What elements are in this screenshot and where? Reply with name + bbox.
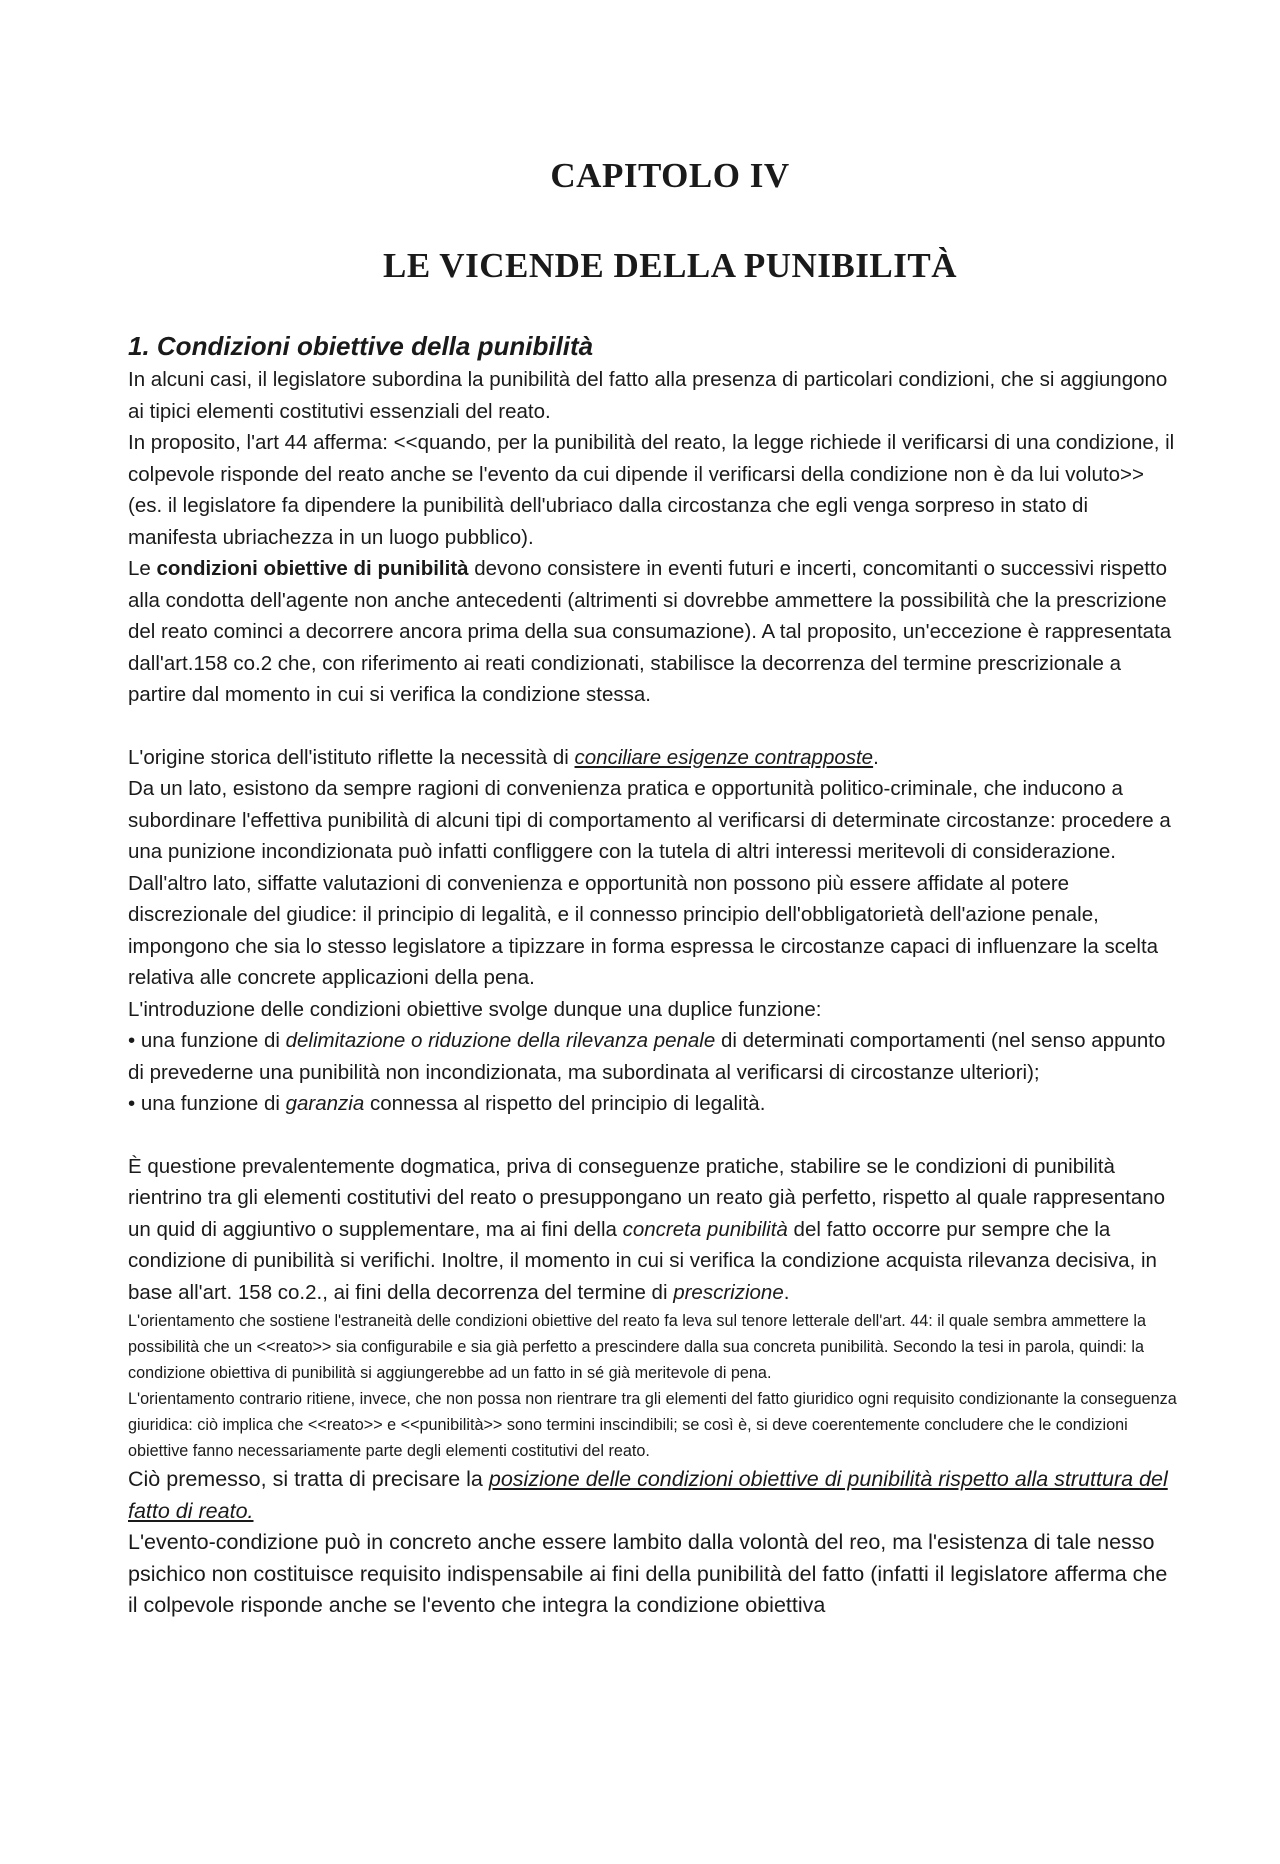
bullet-1-emphasis: delimitazione o riduzione della rilevanza penale bbox=[285, 1029, 716, 1052]
paragraph-8-pre: È questione prevalentemente dogmatica, priva di conseguenze pratiche, stabilire se le condizioni di punibilità rientrino tra gli elementi costitutivi del reato o presuppongano un reato già perfetto, rispetto al quale rappresentano un quid di aggiuntivo o supplementare, ma ai fini della bbox=[128, 1154, 1166, 1241]
bullet-2-pre: • una funzione di bbox=[128, 1092, 286, 1115]
paragraph-2: In proposito, l'art 44 afferma: <<quando, per la punibilità del reato, la legge richiede il verificarsi di una condizione, il colpevole risponde del reato anche se l'evento da cui dipende il verificarsi della condizione non è da lui voluto>> (es. il legislatore fa dipendere la punibilità dell'ubriaco dalla circostanza che egli venga sorpreso in stato di manifesta ubriachezza in un luogo pubblico). bbox=[128, 431, 1175, 549]
paragraph-3 bbox=[128, 553, 1178, 711]
note-paragraph-1: L'orientamento che sostiene l'estraneità delle condizioni obiettive del reato fa leva sul tenore letterale dell'art. 44: il quale sembra ammettere la possibilità che un <<reato>> sia configurabile e sia già perfetto a prescindere dalla sua concreta punibilità. Secondo la tesi in parola, quindi: la condizione obiettiva di punibilità si aggiungerebbe ad un fatto in sé già meritevole di pena. bbox=[128, 1312, 1146, 1382]
bullet-2-emphasis: garanzia bbox=[285, 1092, 365, 1115]
paragraph-4-pre: L'origine storica dell'istituto riflette la necessità di bbox=[128, 745, 575, 769]
paragraph-1: In alcuni casi, il legislatore subordina la punibilità del fatto alla presenza di particolari condizioni, che si aggiungono ai tipici elementi costitutivi essenziali del reato. bbox=[128, 368, 1168, 423]
chapter-label: CAPITOLO IV bbox=[550, 156, 790, 195]
document-body bbox=[128, 328, 1178, 1622]
paragraph-5: Da un lato, esistono da sempre ragioni di convenienza pratica e opportunità politico-criminale, che inducono a subordinare l'effettiva punibilità di alcuni tipi di comportamento al verificarsi di determinate circostanze: procedere a una punizione incondizionata può infatti confliggere con la tutela di altri interessi meritevoli di considerazione. bbox=[128, 777, 1171, 863]
section-heading: 1. Condizioni obiettive della punibilità bbox=[128, 331, 594, 361]
paragraph-3-pre: Le bbox=[128, 557, 157, 580]
paragraph-9 bbox=[128, 1464, 1178, 1527]
paragraph-gap bbox=[128, 1120, 1178, 1151]
prescrizione-emphasis: prescrizione bbox=[673, 1280, 784, 1304]
bullet-2-post: connessa al rispetto del principio di legalità. bbox=[364, 1092, 766, 1115]
chapter-title: LE VICENDE DELLA PUNIBILITÀ bbox=[383, 246, 957, 285]
paragraph-8-mid: del fatto occorre pur sempre che la condizione di punibilità si verifichi. Inoltre, il momento in cui si verifica la condizione acquista rilevanza decisiva, in base all'art. 158 co.2., ai fini della decorrenza del termine di bbox=[128, 1217, 1157, 1304]
paragraph-8 bbox=[128, 1151, 1178, 1309]
paragraph-8-post: . bbox=[783, 1280, 790, 1304]
paragraph-7: L'introduzione delle condizioni obiettive svolge dunque una duplice funzione: bbox=[128, 997, 822, 1021]
paragraph-9-pre: Ciò premesso, si tratta di precisare la bbox=[128, 1467, 489, 1491]
posizione-condizioni-emphasis: posizione delle condizioni obiettive di punibilità rispetto alla struttura del fatto di reato. bbox=[128, 1467, 1168, 1523]
bullet-1-post: di determinati comportamenti (nel senso appunto di prevederne una punibilità non incondizionata, ma subordinata al verificarsi di circostanze ulteriori); bbox=[128, 1029, 1166, 1084]
note-paragraph-2: L'orientamento contrario ritiene, invece, che non possa non rientrare tra gli elementi del fatto giuridico ogni requisito condizionante la conseguenza giuridica: ciò implica che <<reato>> e <<punibilità>> sono termini inscindibili; se così è, si deve coerentemente concludere che le condizioni obiettive fanno necessariamente parte degli elementi costitutivi del reato. bbox=[128, 1390, 1177, 1460]
conciliare-esigenze-emphasis: conciliare esigenze contrapposte bbox=[574, 745, 874, 769]
paragraph-4-post: . bbox=[873, 745, 879, 769]
paragraph-3-post: devono consistere in eventi futuri e incerti, concomitanti o successivi rispetto alla condotta dell'agente non anche antecedenti (altrimenti si dovrebbe ammettere la possibilità che la prescrizione del reato cominci a decorrere ancora prima della sua consumazione). A tal proposito, un'eccezione è rappresentata dall'art.158 co.2 che, con riferimento ai reati condizionati, stabilisce la decorrenza del termine prescrizionale a partire dal momento in cui si verifica la condizione stessa. bbox=[128, 557, 1172, 706]
condizioni-obiettive-bold: condizioni obiettive di punibilità bbox=[156, 557, 469, 580]
concreta-punibilita-emphasis: concreta punibilità bbox=[622, 1217, 788, 1241]
bullet-item-2 bbox=[128, 1088, 1178, 1120]
paragraph-gap bbox=[128, 711, 1178, 742]
paragraph-6: Dall'altro lato, siffatte valutazioni di convenienza e opportunità non possono più essere affidate al potere discrezionale del giudice: il principio di legalità, e il connesso principio dell'obbligatorietà dell'azione penale, impongono che sia lo stesso legislatore a tipizzare in forma espressa le circostanze capaci di influenzare la scelta relativa alle concrete applicazioni della pena. bbox=[128, 871, 1159, 989]
paragraph-10: L'evento-condizione può in concreto anche essere lambito dalla volontà del reo, ma l'esistenza di tale nesso psichico non costituisce requisito indispensabile ai fini della punibilità del fatto (infatti il legislatore afferma che il colpevole risponde anche se l'evento che integra la condizione obiettiva bbox=[128, 1530, 1168, 1617]
paragraph-4 bbox=[128, 742, 1178, 774]
bullet-1-pre: • una funzione di bbox=[128, 1029, 286, 1052]
bullet-item-1 bbox=[128, 1025, 1178, 1088]
